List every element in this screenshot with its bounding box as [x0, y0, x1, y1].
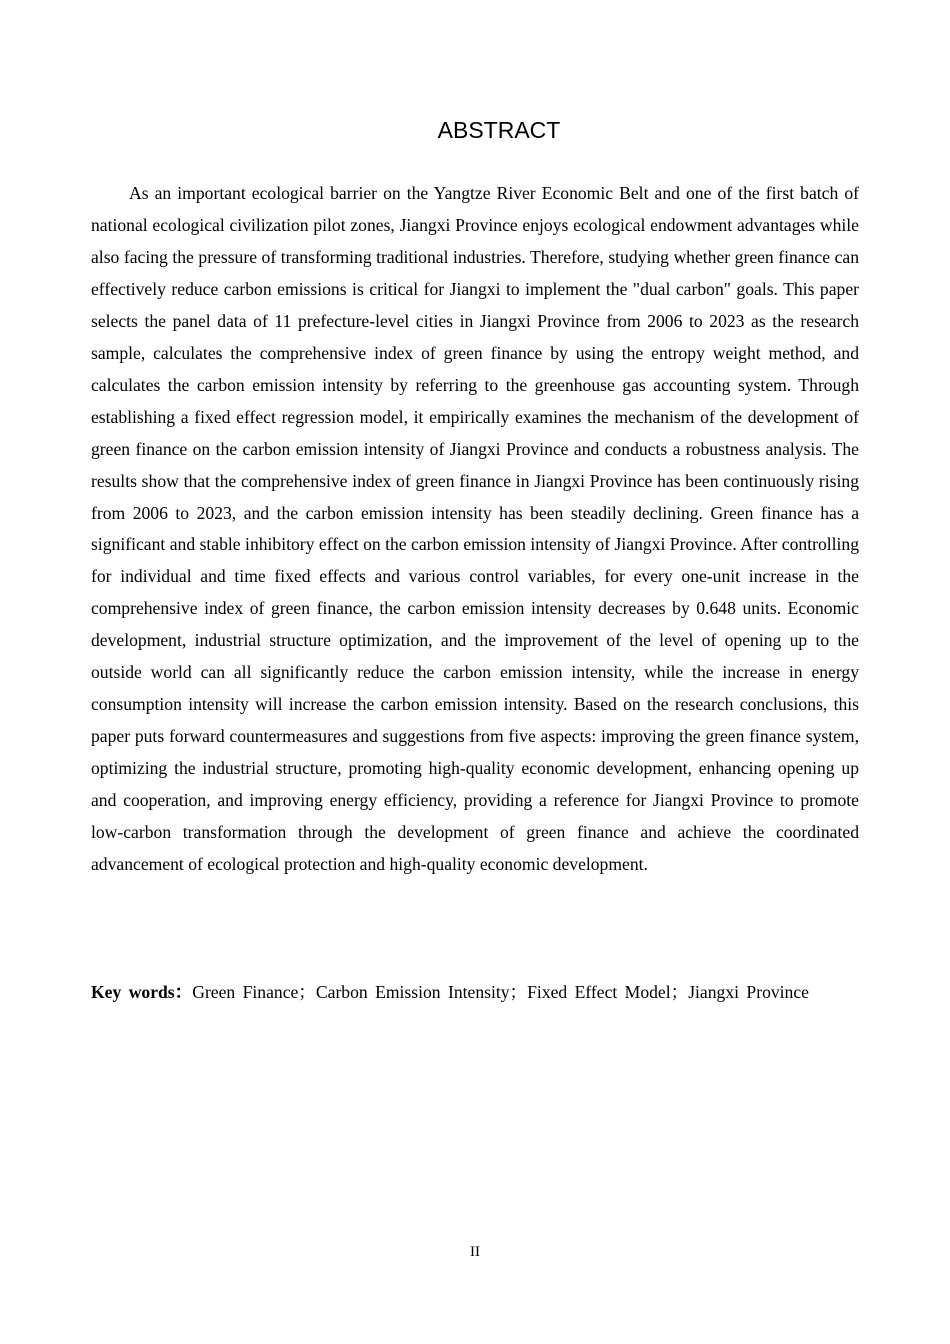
abstract-title: ABSTRACT — [437, 117, 561, 143]
keywords-list: Green Finance；Carbon Emission Intensity；Fixed Effect Model；Jiangxi Province — [192, 982, 809, 1002]
page-number: II — [470, 1244, 480, 1260]
keywords-label: Key words： — [91, 982, 193, 1002]
keywords-paragraph — [91, 976, 811, 1008]
abstract-body: As an important ecological barrier on the Yangtze River Economic Belt and one of the first batch of national ecological civilization pilot zones, Jiangxi Province enjoys ecological endowment advantages while also facing the pressure of transforming traditional industries. Therefore, studying whether green finance can effectively reduce carbon emissions is critical for Jiangxi to implement the "dual carbon" goals. This paper selects the panel data of 11 prefecture-level cities in Jiangxi Province from 2006 to 2023 as the research sample, calculates the comprehensive index of green finance by using the entropy weight method, and calculates the carbon emission intensity by referring to the greenhouse gas accounting system. Through establishing a fixed effect regression model, it empirically examines the mechanism of the development of green finance on the carbon emission intensity of Jiangxi Province and conducts a robustness analysis. The results show that the comprehensive index of green finance in Jiangxi Province has been continuously rising from 2006 to 2023, and the carbon emission intensity has been steadily declining. Green finance has a significant and stable inhibitory effect on the carbon emission intensity of Jiangxi Province. After controlling for individual and time fixed effects and various control variables, for every one-unit increase in the comprehensive index of green finance, the carbon emission intensity decreases by 0.648 units. Economic development, industrial structure optimization, and the improvement of the level of opening up to the outside world can all significantly reduce the carbon emission intensity, while the increase in energy consumption intensity will increase the carbon emission intensity. Based on the research conclusions, this paper puts forward countermeasures and suggestions from five aspects: improving the green finance system, optimizing the industrial structure, promoting high-quality economic development, enhancing opening up and cooperation, and improving energy efficiency, providing a reference for Jiangxi Province to promote low-carbon transformation through the development of green finance and achieve the coordinated advancement of ecological protection and high-quality economic development. — [91, 183, 859, 875]
